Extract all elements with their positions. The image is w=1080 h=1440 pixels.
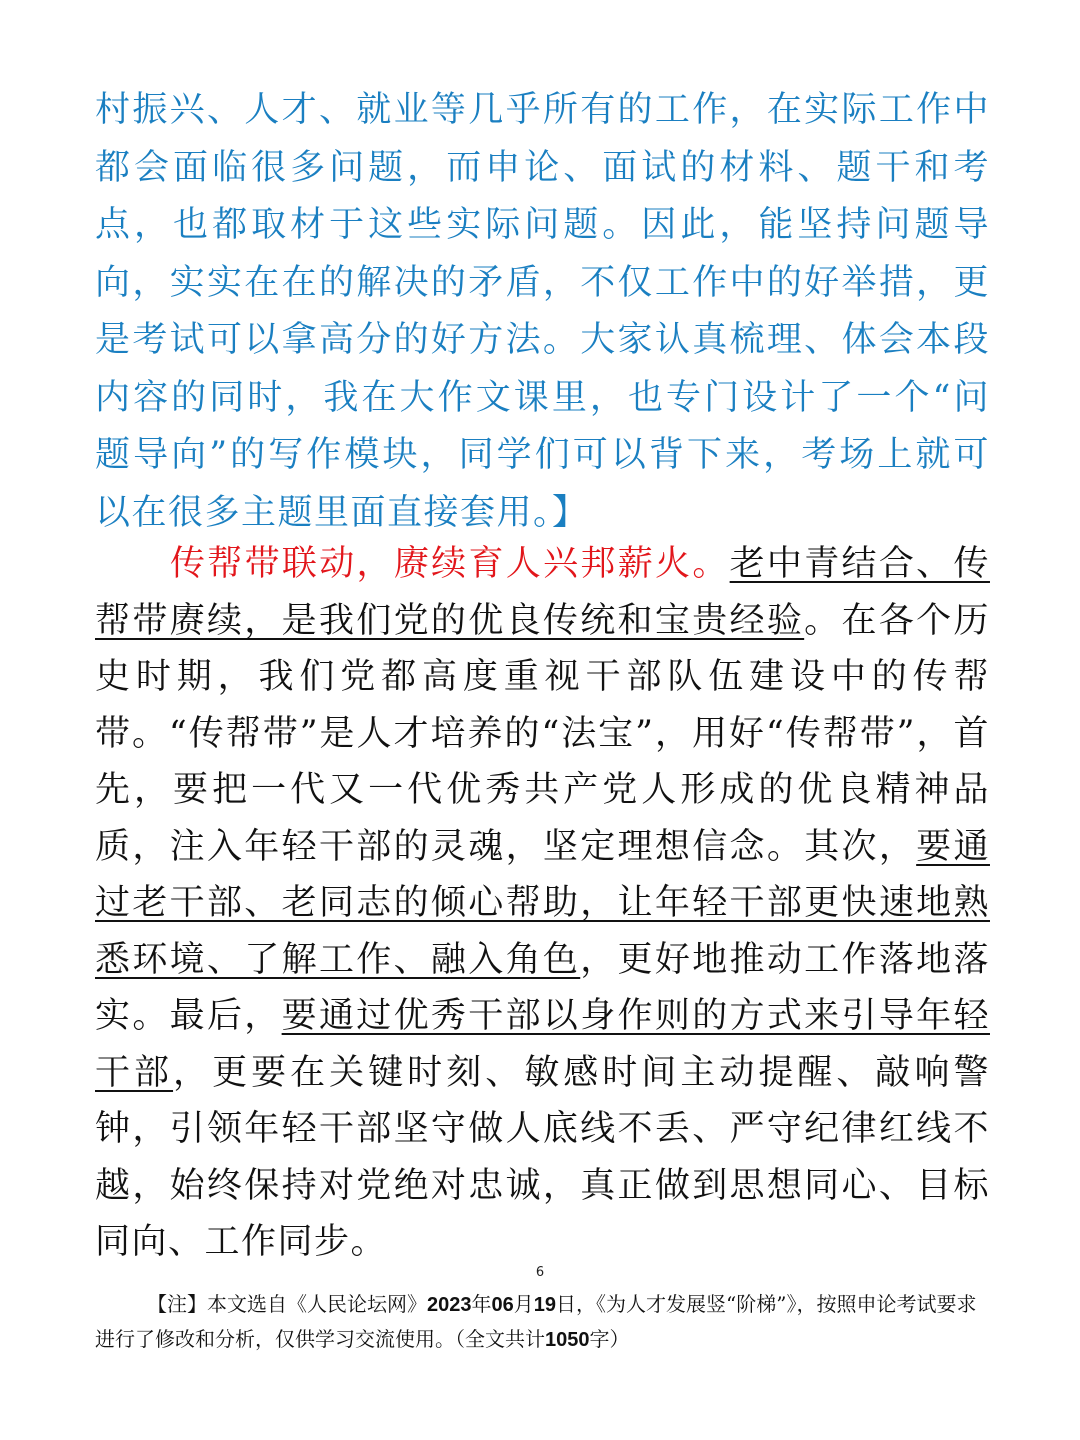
underlined-phrase-3: 要通过优秀干部以身作则的方式来引导年轻干部 [95, 996, 990, 1093]
note-month: 06 [491, 1294, 514, 1316]
underlined-phrase-2: 要通过老干部、老同志的倾心帮助，让年轻干部更快速地熟悉环境、了解工作、融入角色 [95, 826, 990, 980]
note-word-count: 1050 [545, 1329, 590, 1351]
note-part-3: 月 [513, 1292, 534, 1316]
source-note [95, 1287, 995, 1357]
paragraph-text-1: 。在各个历史时期，我们党都高度重视干部队伍建设中的传帮带。“传帮带”是人才培养的“法宝”，用好“传帮带”，首先，要把一代又一代优秀共产党人形成的优良精神品质，注入年轻干部的灵魂，坚定理想信念。其次， [95, 600, 990, 867]
note-part-2: 年 [471, 1292, 492, 1316]
note-year: 2023 [427, 1294, 472, 1316]
paragraph-text-2: ，更好地推动工作落地落实。最后， [95, 939, 990, 1036]
note-part-4: 日，《为人才发展竖“阶梯”》，按照申论考试要求进行了修改和分析，仅供学习交流使用。（全文共计 [95, 1292, 977, 1351]
blue-commentary-paragraph: 村振兴、人才、就业等几乎所有的工作，在实际工作中都会面临很多问题，而申论、面试的材料、题干和考点，也都取材于这些实际问题。因此，能坚持问题导向，实实在在的解决的矛盾，不仅工作中的好举措，更是考试可以拿高分的好方法。大家认真梳理、体会本段内容的同时，我在大作文课里，也专门设计了一个“问题导向”的写作模块，同学们可以背下来，考场上就可以在很多主题里面直接套用。】 [95, 90, 990, 533]
underlined-phrase-1: 老中青结合、传帮带赓续，是我们党的优良传统和宝贵经验 [95, 544, 990, 641]
paragraph-text-3: ，更要在关键时刻、敏感时间主动提醒、敲响警钟，引领年轻干部坚守做人底线不丢、严守纪律红线不越，始终保持对党绝对忠诚，真正做到思想同心、目标同向、工作同步。 [95, 1052, 990, 1262]
note-part-5: 字） [589, 1327, 630, 1351]
section-heading: 传帮带联动，赓续育人兴邦薪火。 [170, 544, 730, 584]
note-day: 19 [533, 1294, 556, 1316]
note-part-1: 【注】本文选自《人民论坛网》 [147, 1292, 427, 1316]
page-number: 6 [535, 1265, 545, 1280]
main-paragraph [95, 536, 990, 1271]
